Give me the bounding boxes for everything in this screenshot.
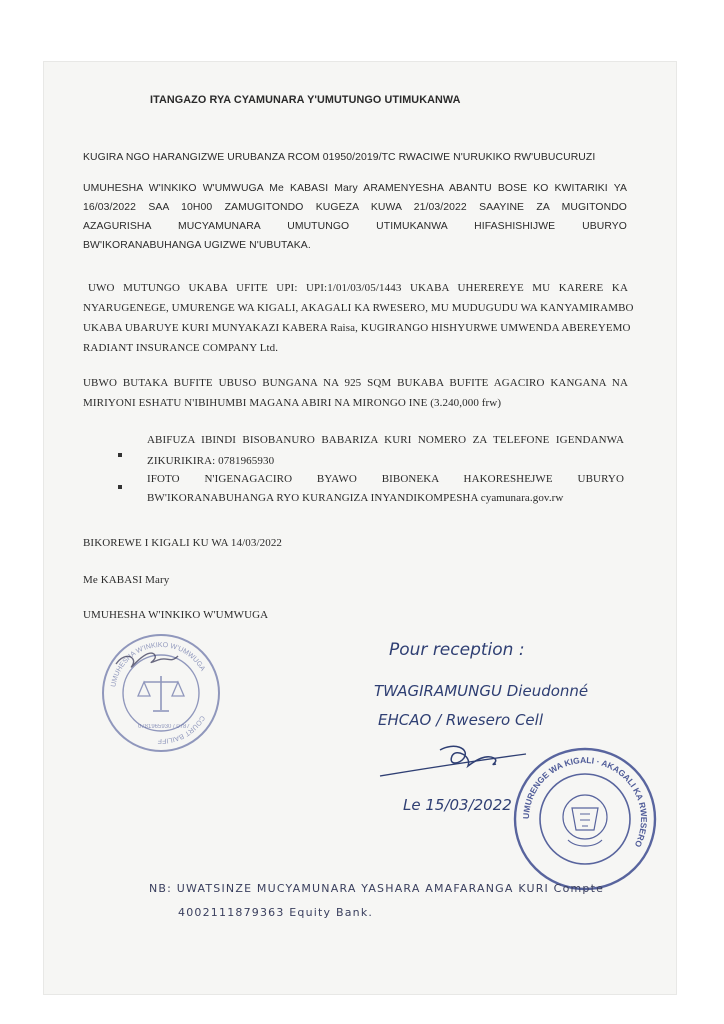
paragraph-2-line-3: UKABA UBARUYE KURI MUNYAKAZI KABERA Raisa, KUGIRANGO HISHYURWE UMWENDA ABEREYEMO [83, 322, 631, 334]
handwritten-date: Le 15/03/2022 [403, 796, 512, 814]
handwritten-reception: Pour reception : [389, 640, 525, 660]
bullet-1-line-1: ABIFUZA IBINDI BISOBANURO BABARIZA KURI NOMERO ZA TELEFONE IGENDANWA [147, 434, 624, 446]
case-reference-line: KUGIRA NGO HARANGIZWE URUBANZA RCOM 01950/2019/TC RWACIWE N'URUKIKO RW'UBUCURUZI [83, 152, 596, 163]
handwritten-receiver-role: EHCAO / Rwesero Cell [378, 711, 543, 729]
paragraph-1-line-1: UMUHESHA W'INKIKO W'UMWUGA Me KABASI Mary ARAMENYESHA ABANTU BOSE KO KWITARIKI YA [83, 183, 627, 194]
stamp-phone: 0781965930 / 0787 [138, 724, 190, 730]
signer-role: UMUHESHA W'INKIKO W'UMWUGA [83, 609, 269, 621]
document-title: ITANGAZO RYA CYAMUNARA Y'UMUTUNGO UTIMUKANWA [150, 94, 461, 106]
paragraph-1-line-3: AZAGURISHA MUCYAMUNARA UMUTUNGO UTIMUKANWA HIFASHISHIJWE UBURYO [83, 221, 627, 232]
paragraph-1-line-2: 16/03/2022 SAA 10H00 ZAMUGITONDO KUGEZA KUWA 21/03/2022 SAAYINE ZA MUGITONDO [83, 202, 627, 213]
handwritten-receiver-name: TWAGIRAMUNGU Dieudonné [374, 682, 589, 700]
bullet-2-line-1: IFOTO N'IGENAGACIRO BYAWO BIBONEKA HAKORESHEJWE UBURYO [147, 473, 624, 485]
paragraph-2-line-2: NYARUGENEGE, UMURENGE WA KIGALI, AKAGALI KA RWESERO, MU MUDUGUDU WA KANYAMIRAMBO [83, 302, 634, 314]
handwritten-nb-line-1: NB: UWATSINZE MUCYAMUNARA YASHARA AMAFARANGA KURI Compte [149, 882, 605, 895]
paragraph-3-line-2: MIRIYONI ESHATU N'IBIHUMBI MAGANA ABIRI NA MIRONGO INE (3.240,000 frw) [83, 397, 502, 409]
court-bailiff-stamp [98, 630, 224, 756]
stamp-ring-text: UMURENGE WA KIGALI · AKAGALI KA RWESERO [520, 754, 650, 849]
bullet-1-line-2: ZIKURIKIRA: 0781965930 [147, 455, 275, 467]
paragraph-2-line-1: UWO MUTUNGO UKABA UFITE UPI: UPI:1/01/03/05/1443 UKABA UHEREREYE MU KARERE KA [88, 282, 628, 294]
cell-office-stamp [510, 744, 660, 894]
bullet-marker-2 [118, 485, 122, 489]
signer-name: Me KABASI Mary [83, 574, 170, 586]
paragraph-1-line-4: BW'IKORANABUHANGA UGIZWE N'UBUTAKA. [83, 240, 311, 251]
paragraph-3-line-1: UBWO BUTAKA BUFITE UBUSO BUNGANA NA 925 SQM BUKABA BUFITE AGACIRO KANGANA NA [83, 377, 628, 389]
done-at-line: BIKOREWE I KIGALI KU WA 14/03/2022 [83, 537, 283, 549]
bullet-marker-1 [118, 453, 122, 457]
stamp-ring-text-right: COURT BAILIFF [157, 714, 206, 745]
handwritten-nb-line-2: 4002111879363 Equity Bank. [178, 906, 374, 919]
paragraph-2-line-4: RADIANT INSURANCE COMPANY Ltd. [83, 342, 279, 354]
stamp-ring-text: UMUHESHA W'INKIKO W'UMWUGA [110, 641, 206, 688]
bullet-2-line-2: BW'IKORANABUHANGA RYO KURANGIZA INYANDIKOMPESHA cyamunara.gov.rw [147, 492, 564, 504]
